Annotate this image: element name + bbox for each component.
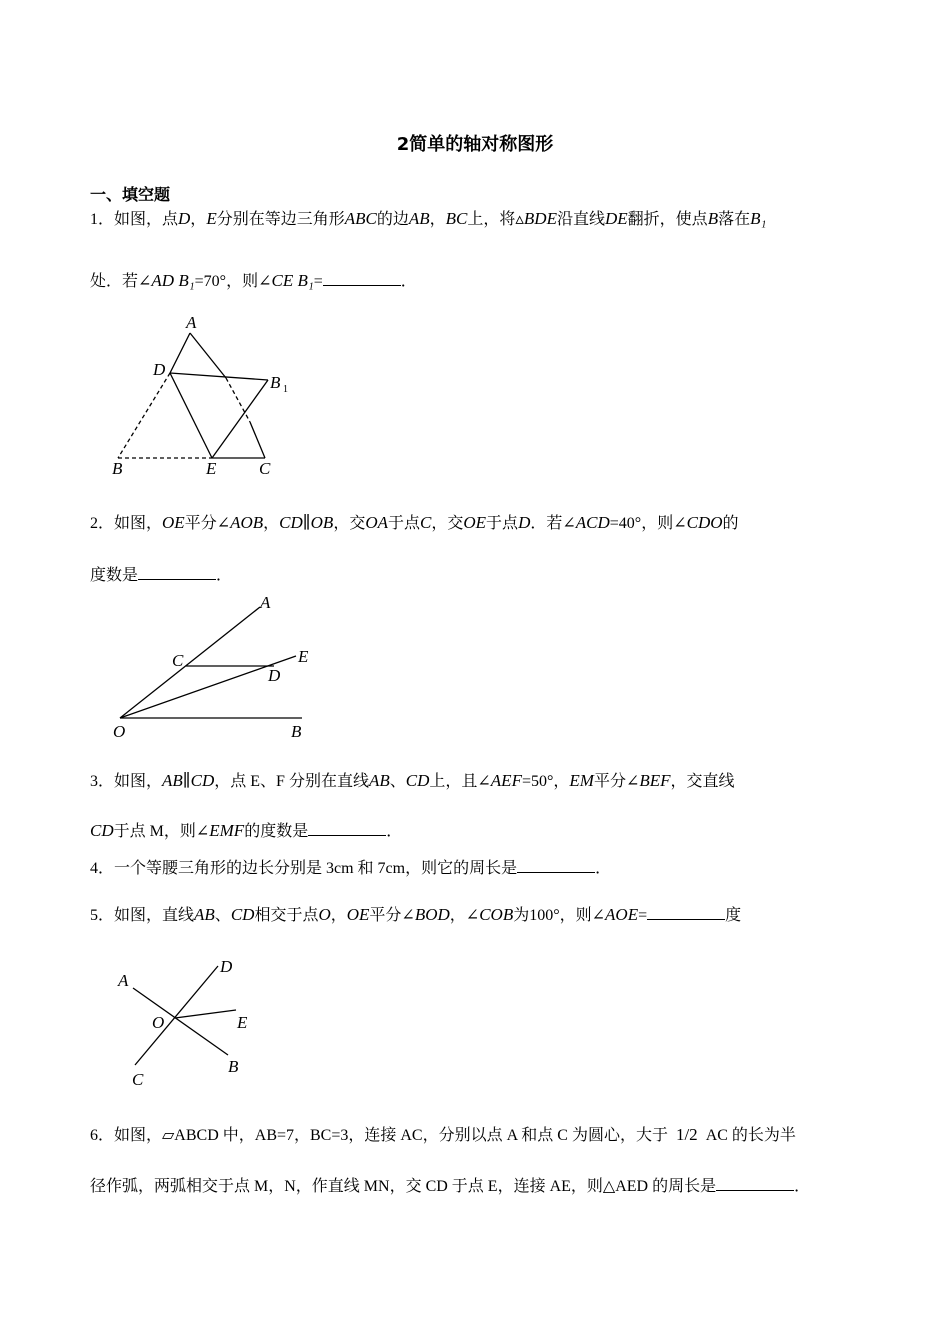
question-text: ． [216,567,233,584]
question-text: 于点 M，则∠ [113,823,210,840]
question-text: = [638,907,648,924]
question-text: ，交 [431,515,464,532]
math-text: AOE [605,905,639,924]
fig2-label-c: C [172,651,184,670]
fraction-one-half: 1/2 [675,1125,698,1144]
math-text: E [206,209,217,228]
question-text: 的度数是 [244,823,309,840]
question-text: 度数是 [90,567,139,584]
fig5-label-o: O [152,1013,165,1032]
math-text: B₁ [750,209,767,228]
question-text: =40°，则∠ [609,515,687,532]
question-text: ，∠ [449,907,480,924]
math-text: AB [368,771,390,790]
figure-2-angle-bisector [120,607,302,718]
fig1-label-b1-sub: 1 [283,384,288,395]
question-text: 4．一个等腰三角形的边长分别是 3cm 和 7cm，则它的周长是 [90,860,518,877]
question-text: 5．如图，直线 [90,907,195,924]
math-text: CD [405,771,430,790]
fig1-label-c: C [259,459,271,478]
question-text: ．若∠ [530,515,576,532]
fig2-label-a: A [260,593,271,612]
math-text: OE [346,905,370,924]
fig1-label-a: A [186,313,197,332]
math-text: CD [230,905,255,924]
math-text: EMF [209,821,245,840]
math-text: CE B₁ [271,271,314,290]
question-text: 6．如图，▱ABCD 中，AB=7，BC=3，连接 AC，分别以点 A 和点 C 为圆心，大于 [90,1127,668,1144]
section-heading: 一、填空题 [90,185,171,204]
question-text: 相交于点 [254,907,319,924]
fig5-label-b: B [228,1057,239,1076]
fig1-label-e: E [206,459,217,478]
question-text: ． [400,273,417,290]
question-text: ， [263,515,280,532]
question-text: AC 的长为半 [705,1127,796,1144]
question-text: ． [794,1178,811,1195]
question-text: 上，且∠ [429,773,491,790]
math-text: D [178,209,191,228]
fig2-label-e: E [298,647,309,666]
math-text: O [318,905,331,924]
math-text: AD B₁ [151,271,195,290]
fig5-label-a: A [118,971,129,990]
question-text: ． [386,823,403,840]
math-text: AOB [230,513,264,532]
math-text: BEF [639,771,671,790]
question-text: 径作弧，两弧相交于点 M，N，作直线 MN，交 CD 于点 E，连接 AE，则△AED 的周长是 [90,1178,717,1195]
fig2-label-b: B [291,722,302,741]
fig1-label-b: B [112,459,123,478]
question-text: 的边 [376,211,409,228]
figure-1-triangle-fold [118,333,268,458]
math-text: EM [569,771,594,790]
question-text: 分别在等边三角形 [216,211,345,228]
math-text: ▵BDE [515,209,557,228]
page-title: 2简单的轴对称图形 [396,134,554,155]
question-text: 的 [722,515,739,532]
question-text: ， [190,211,207,228]
question-text: ，交 [333,515,366,532]
question-text: = [313,273,323,290]
question-text: ． [595,860,612,877]
question-text: ， [330,907,347,924]
question-text: 度 [725,907,742,924]
math-text: AEF [490,771,522,790]
math-text: OE [162,513,185,532]
question-text: =70°，则∠ [194,273,272,290]
question-text: 上，将 [467,211,516,228]
question-text: =50°， [521,773,570,790]
question-text: 于点 [388,515,421,532]
math-text: AB [408,209,430,228]
fig1-label-b1: B [270,373,281,392]
question-text: 、 [389,773,406,790]
question-text: ，点 E、F 分别在直线 [214,773,369,790]
math-text: C [420,513,432,532]
fig5-label-d: D [220,957,233,976]
math-text: AB∥CD [162,771,215,790]
math-text: ABC [344,209,377,228]
math-text: AB [194,905,215,924]
question-text: 3．如图， [90,773,163,790]
question-text: ， [429,211,446,228]
question-text: 于点 [486,515,519,532]
math-text: COB [479,905,514,924]
math-text: CDO [686,513,723,532]
math-text: OE [463,513,487,532]
math-text: OA [365,513,388,532]
question-text: 处．若∠ [90,273,152,290]
math-text: CD [90,821,114,840]
question-text: 平分∠ [184,515,231,532]
math-text: D [518,513,531,532]
math-text: BOD [414,905,450,924]
question-text: ，交直线 [670,773,735,790]
math-text: CD∥OB [279,513,334,532]
question-text: 为100°，则∠ [513,907,606,924]
question-text: 翻折，使点 [627,211,708,228]
fig2-label-o: O [113,722,126,741]
question-text: 落在 [718,211,751,228]
question-text: 沿直线 [556,211,605,228]
fig5-label-c: C [132,1070,144,1089]
question-text: 、 [214,907,231,924]
fig2-label-d: D [268,666,281,685]
question-text: 平分∠ [369,907,415,924]
math-text: DE [605,209,628,228]
figure-5-intersecting-lines [133,966,236,1065]
fig5-label-e: E [237,1013,248,1032]
question-text: 平分∠ [593,773,640,790]
math-text: BC [445,209,468,228]
math-text: ACD [575,513,610,532]
question-text: 1．如图，点 [90,211,179,228]
math-text: B [707,209,719,228]
question-text: 2．如图， [90,515,163,532]
fig1-label-d: D [153,360,166,379]
